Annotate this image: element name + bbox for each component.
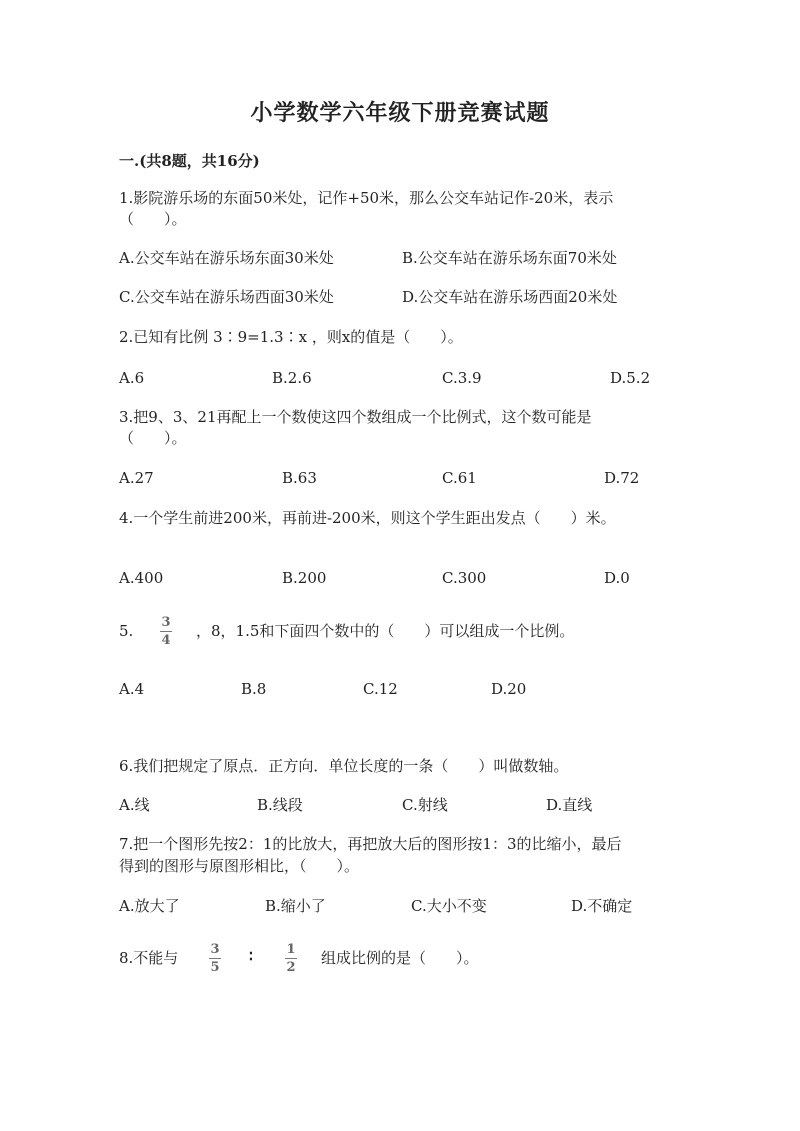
question-1-option-d[interactable]: D.公交车站在游乐场西面20米处 — [402, 288, 618, 306]
question-8-fraction-2 — [285, 942, 297, 975]
page-title: 小学数学六年级下册竞赛试题 — [250, 100, 550, 126]
fraction-numerator: 3 — [210, 942, 220, 957]
question-1-option-c[interactable]: C.公交车站在游乐场西面30米处 — [119, 288, 334, 306]
fraction-bar — [209, 958, 221, 959]
question-2-text: 2.已知有比例 3∶9=1.3∶x ，则x的值是（ ）。 — [119, 328, 463, 346]
question-5-option-c[interactable]: C.12 — [363, 680, 398, 698]
question-7-option-b[interactable]: B.缩小了 — [265, 897, 326, 915]
fraction-numerator: 1 — [286, 942, 296, 957]
question-2-option-b[interactable]: B.2.6 — [272, 369, 312, 387]
fraction-numerator: 3 — [161, 615, 171, 630]
fraction-bar — [160, 631, 172, 632]
section-header: 一.(共8题，共16分) — [119, 152, 260, 170]
question-6-option-a[interactable]: A.线 — [119, 796, 150, 814]
question-3-text-line-2: （ ）。 — [119, 429, 187, 447]
question-2-option-c[interactable]: C.3.9 — [442, 369, 482, 387]
question-3-option-c[interactable]: C.61 — [442, 469, 477, 487]
question-6-option-b[interactable]: B.线段 — [257, 796, 303, 814]
question-4-option-d[interactable]: D.0 — [604, 569, 630, 587]
fraction-denominator: 4 — [161, 633, 171, 648]
question-1-option-b[interactable]: B.公交车站在游乐场东面70米处 — [402, 249, 617, 267]
question-4-option-a[interactable]: A.400 — [119, 569, 164, 587]
question-5-option-d[interactable]: D.20 — [491, 680, 527, 698]
question-6-option-c[interactable]: C.射线 — [402, 796, 448, 814]
question-7-option-d[interactable]: D.不确定 — [571, 897, 633, 915]
question-8-colon: ∶ — [249, 947, 253, 965]
question-8-text: 组成比例的是（ ）。 — [321, 949, 479, 967]
question-6-option-d[interactable]: D.直线 — [546, 796, 593, 814]
question-4-option-c[interactable]: C.300 — [442, 569, 487, 587]
question-1-text-line-2: （ ）。 — [119, 210, 187, 228]
question-7-option-a[interactable]: A.放大了 — [119, 897, 180, 915]
question-5-fraction — [160, 615, 172, 648]
question-3-text-line-1: 3.把9、3、21再配上一个数使这四个数组成一个比例式，这个数可能是 — [119, 408, 592, 426]
fraction-denominator: 5 — [210, 960, 220, 975]
question-5-number: 5. — [119, 622, 134, 640]
question-1-text-line-1: 1.影院游乐场的东面50米处，记作+50米，那么公交车站记作-20米，表示 — [119, 189, 614, 207]
question-8-fraction-1 — [209, 942, 221, 975]
question-3-option-b[interactable]: B.63 — [282, 469, 317, 487]
question-2-option-a[interactable]: A.6 — [119, 369, 145, 387]
question-7-text-line-2: 得到的图形与原图形相比，（ ）。 — [119, 857, 360, 875]
question-5-text: ，8，1.5和下面四个数中的（ ）可以组成一个比例。 — [196, 622, 575, 640]
question-7-option-c[interactable]: C.大小不变 — [411, 897, 487, 915]
question-4-text: 4.一个学生前进200米，再前进-200米，则这个学生距出发点（ ）米。 — [119, 509, 616, 527]
question-5-option-a[interactable]: A.4 — [119, 680, 145, 698]
fraction-denominator: 2 — [286, 960, 296, 975]
question-2-option-d[interactable]: D.5.2 — [610, 369, 651, 387]
question-5-option-b[interactable]: B.8 — [241, 680, 267, 698]
question-1-option-a[interactable]: A.公交车站在游乐场东面30米处 — [119, 249, 334, 267]
question-8-prefix: 8.不能与 — [119, 949, 179, 967]
question-3-option-d[interactable]: D.72 — [604, 469, 640, 487]
question-3-option-a[interactable]: A.27 — [119, 469, 154, 487]
question-7-text-line-1: 7.把一个图形先按2：1的比放大，再把放大后的图形按1：3的比缩小，最后 — [119, 835, 622, 853]
fraction-bar — [285, 958, 297, 959]
question-4-option-b[interactable]: B.200 — [282, 569, 327, 587]
question-6-text: 6.我们把规定了原点．正方向．单位长度的一条（ ）叫做数轴。 — [119, 757, 569, 775]
